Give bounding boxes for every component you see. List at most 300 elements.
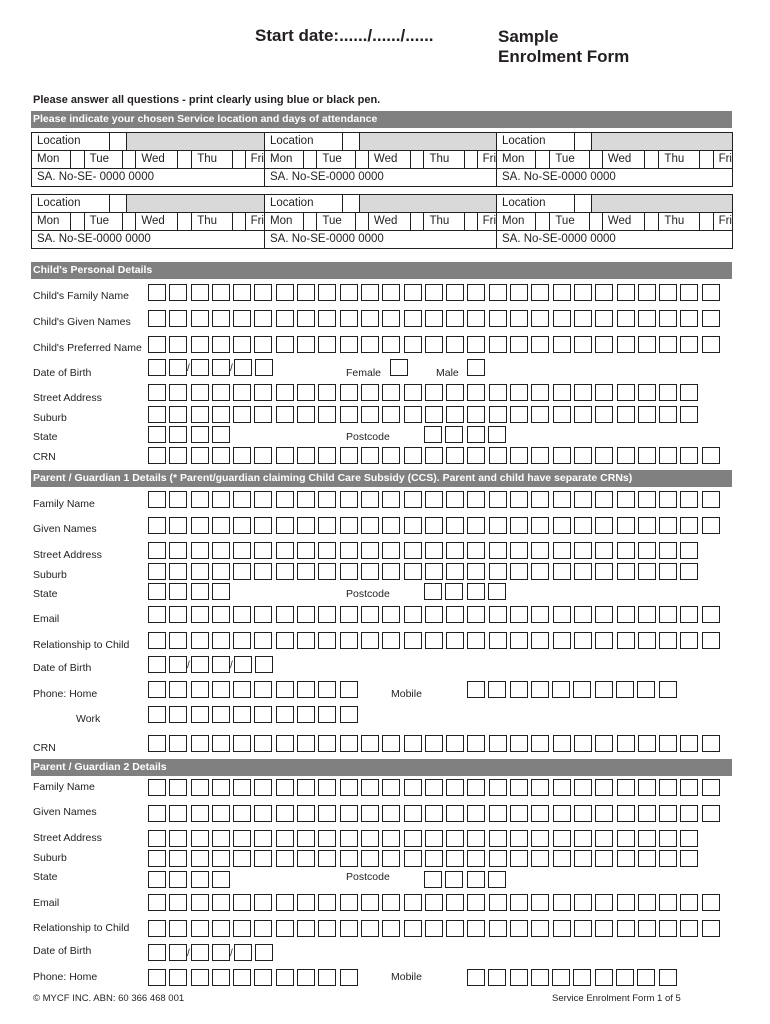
char-box[interactable] [276, 606, 294, 623]
char-box[interactable] [510, 517, 528, 534]
char-box[interactable] [318, 542, 336, 559]
char-box[interactable] [148, 563, 166, 580]
char-box[interactable] [255, 359, 273, 376]
char-box[interactable] [531, 542, 549, 559]
day-checkbox-mon[interactable] [536, 213, 550, 230]
char-box[interactable] [254, 284, 272, 301]
char-box[interactable] [659, 563, 677, 580]
char-box[interactable] [553, 735, 571, 752]
day-checkbox-mon[interactable] [71, 213, 85, 230]
char-box[interactable] [659, 336, 677, 353]
char-box[interactable] [510, 284, 528, 301]
char-box[interactable] [233, 706, 251, 723]
char-box[interactable] [446, 735, 464, 752]
char-box[interactable] [446, 632, 464, 649]
char-box[interactable] [659, 805, 677, 822]
char-box[interactable] [467, 830, 485, 847]
char-box[interactable] [680, 805, 698, 822]
char-box[interactable] [233, 830, 251, 847]
char-box[interactable] [382, 563, 400, 580]
char-box[interactable] [467, 681, 485, 698]
char-box[interactable] [318, 779, 336, 796]
char-box[interactable] [489, 894, 507, 911]
char-box[interactable] [276, 735, 294, 752]
char-box[interactable] [595, 681, 613, 698]
char-box[interactable] [361, 563, 379, 580]
char-box[interactable] [617, 894, 635, 911]
char-box[interactable] [340, 632, 358, 649]
char-box[interactable] [637, 681, 655, 698]
char-box[interactable] [297, 563, 315, 580]
char-box[interactable] [425, 779, 443, 796]
char-box[interactable] [191, 894, 209, 911]
char-box[interactable] [318, 681, 336, 698]
char-box[interactable] [659, 542, 677, 559]
char-box[interactable] [659, 310, 677, 327]
char-box[interactable] [382, 779, 400, 796]
char-box[interactable] [254, 779, 272, 796]
char-box[interactable] [169, 779, 187, 796]
char-box[interactable] [510, 310, 528, 327]
char-box[interactable] [445, 426, 463, 443]
day-checkbox-mon[interactable] [304, 151, 318, 168]
char-box[interactable] [680, 632, 698, 649]
char-box[interactable] [659, 969, 677, 986]
char-box[interactable] [212, 447, 230, 464]
char-box[interactable] [659, 284, 677, 301]
char-box[interactable] [702, 805, 720, 822]
char-box[interactable] [638, 563, 656, 580]
char-box[interactable] [191, 284, 209, 301]
char-box[interactable] [361, 850, 379, 867]
char-box[interactable] [425, 563, 443, 580]
char-box[interactable] [361, 632, 379, 649]
char-box[interactable] [467, 583, 485, 600]
char-box[interactable] [212, 681, 230, 698]
day-checkbox-wed[interactable] [645, 151, 659, 168]
char-box[interactable] [488, 969, 506, 986]
char-box[interactable] [680, 447, 698, 464]
char-box[interactable] [169, 406, 187, 423]
char-box[interactable] [553, 310, 571, 327]
char-box[interactable] [148, 491, 166, 508]
char-box[interactable] [169, 542, 187, 559]
char-box[interactable] [467, 563, 485, 580]
char-box[interactable] [617, 830, 635, 847]
char-box[interactable] [318, 563, 336, 580]
char-box[interactable] [148, 779, 166, 796]
char-box[interactable] [148, 920, 166, 937]
day-checkbox-thu[interactable] [465, 213, 478, 230]
char-box[interactable] [212, 406, 230, 423]
char-box[interactable] [276, 850, 294, 867]
char-box[interactable] [212, 706, 230, 723]
char-box[interactable] [617, 310, 635, 327]
char-box[interactable] [254, 542, 272, 559]
char-box[interactable] [425, 384, 443, 401]
char-box[interactable] [318, 805, 336, 822]
char-box[interactable] [595, 491, 613, 508]
char-box[interactable] [574, 491, 592, 508]
char-box[interactable] [276, 894, 294, 911]
char-box[interactable] [191, 359, 209, 376]
char-box[interactable] [446, 779, 464, 796]
day-checkbox-mon[interactable] [304, 213, 318, 230]
char-box[interactable] [617, 284, 635, 301]
char-box[interactable] [404, 920, 422, 937]
char-box[interactable] [340, 969, 358, 986]
char-box[interactable] [424, 583, 442, 600]
char-box[interactable] [510, 384, 528, 401]
char-box[interactable] [553, 563, 571, 580]
char-box[interactable] [191, 779, 209, 796]
char-box[interactable] [404, 491, 422, 508]
char-box[interactable] [595, 894, 613, 911]
char-box[interactable] [489, 447, 507, 464]
char-box[interactable] [702, 491, 720, 508]
char-box[interactable] [340, 805, 358, 822]
char-box[interactable] [297, 336, 315, 353]
char-box[interactable] [233, 606, 251, 623]
char-box[interactable] [169, 969, 187, 986]
char-box[interactable] [340, 517, 358, 534]
char-box[interactable] [617, 517, 635, 534]
char-box[interactable] [340, 563, 358, 580]
char-box[interactable] [467, 920, 485, 937]
char-box[interactable] [254, 969, 272, 986]
char-box[interactable] [169, 310, 187, 327]
char-box[interactable] [467, 735, 485, 752]
char-box[interactable] [467, 632, 485, 649]
char-box[interactable] [318, 830, 336, 847]
char-box[interactable] [617, 336, 635, 353]
char-box[interactable] [297, 735, 315, 752]
char-box[interactable] [531, 805, 549, 822]
char-box[interactable] [361, 517, 379, 534]
char-box[interactable] [233, 384, 251, 401]
char-box[interactable] [467, 447, 485, 464]
char-box[interactable] [340, 706, 358, 723]
char-box[interactable] [574, 447, 592, 464]
char-box[interactable] [659, 384, 677, 401]
char-box[interactable] [318, 850, 336, 867]
char-box[interactable] [702, 920, 720, 937]
char-box[interactable] [318, 336, 336, 353]
char-box[interactable] [340, 447, 358, 464]
char-box[interactable] [169, 830, 187, 847]
char-box[interactable] [361, 491, 379, 508]
char-box[interactable] [254, 447, 272, 464]
char-box[interactable] [297, 384, 315, 401]
char-box[interactable] [595, 336, 613, 353]
char-box[interactable] [638, 894, 656, 911]
char-box[interactable] [169, 583, 187, 600]
char-box[interactable] [467, 606, 485, 623]
char-box[interactable] [553, 336, 571, 353]
char-box[interactable] [638, 735, 656, 752]
char-box[interactable] [212, 969, 230, 986]
char-box[interactable] [617, 384, 635, 401]
char-box[interactable] [638, 805, 656, 822]
char-box[interactable] [531, 384, 549, 401]
char-box[interactable] [318, 969, 336, 986]
char-box[interactable] [425, 447, 443, 464]
char-box[interactable] [467, 894, 485, 911]
char-box[interactable] [489, 830, 507, 847]
char-box[interactable] [148, 632, 166, 649]
char-box[interactable] [361, 542, 379, 559]
char-box[interactable] [680, 563, 698, 580]
char-box[interactable] [297, 850, 315, 867]
char-box[interactable] [276, 779, 294, 796]
char-box[interactable] [361, 406, 379, 423]
char-box[interactable] [254, 563, 272, 580]
char-box[interactable] [574, 920, 592, 937]
char-box[interactable] [169, 563, 187, 580]
char-box[interactable] [382, 830, 400, 847]
char-box[interactable] [169, 384, 187, 401]
char-box[interactable] [191, 563, 209, 580]
char-box[interactable] [382, 284, 400, 301]
day-checkbox-tue[interactable] [356, 151, 369, 168]
char-box[interactable] [340, 491, 358, 508]
char-box[interactable] [445, 871, 463, 888]
char-box[interactable] [276, 310, 294, 327]
char-box[interactable] [680, 517, 698, 534]
char-box[interactable] [446, 563, 464, 580]
char-box[interactable] [361, 336, 379, 353]
char-box[interactable] [595, 830, 613, 847]
char-box[interactable] [254, 632, 272, 649]
char-box[interactable] [638, 336, 656, 353]
char-box[interactable] [638, 406, 656, 423]
day-checkbox-tue[interactable] [590, 151, 603, 168]
char-box[interactable] [212, 735, 230, 752]
char-box[interactable] [361, 310, 379, 327]
char-box[interactable] [680, 491, 698, 508]
char-box[interactable] [574, 517, 592, 534]
char-box[interactable] [531, 563, 549, 580]
char-box[interactable] [659, 920, 677, 937]
day-checkbox-wed[interactable] [645, 213, 659, 230]
char-box[interactable] [297, 517, 315, 534]
char-box[interactable] [446, 830, 464, 847]
char-box[interactable] [467, 426, 485, 443]
char-box[interactable] [553, 779, 571, 796]
char-box[interactable] [169, 284, 187, 301]
char-box[interactable] [446, 606, 464, 623]
char-box[interactable] [702, 517, 720, 534]
char-box[interactable] [297, 606, 315, 623]
char-box[interactable] [553, 491, 571, 508]
day-checkbox-wed[interactable] [411, 213, 425, 230]
char-box[interactable] [680, 406, 698, 423]
char-box[interactable] [340, 406, 358, 423]
char-box[interactable] [553, 284, 571, 301]
char-box[interactable] [212, 336, 230, 353]
char-box[interactable] [233, 563, 251, 580]
char-box[interactable] [659, 632, 677, 649]
char-box[interactable] [489, 491, 507, 508]
char-box[interactable] [467, 384, 485, 401]
char-box[interactable] [212, 779, 230, 796]
char-box[interactable] [318, 517, 336, 534]
char-box[interactable] [467, 542, 485, 559]
char-box[interactable] [233, 284, 251, 301]
char-box[interactable] [680, 542, 698, 559]
char-box[interactable] [510, 491, 528, 508]
char-box[interactable] [510, 969, 528, 986]
char-box[interactable] [276, 563, 294, 580]
char-box[interactable] [595, 384, 613, 401]
day-checkbox-mon[interactable] [536, 151, 550, 168]
char-box[interactable] [276, 920, 294, 937]
char-box[interactable] [617, 632, 635, 649]
location-name-field[interactable] [592, 133, 732, 150]
char-box[interactable] [148, 969, 166, 986]
char-box[interactable] [489, 563, 507, 580]
char-box[interactable] [382, 447, 400, 464]
char-box[interactable] [531, 310, 549, 327]
char-box[interactable] [404, 563, 422, 580]
char-box[interactable] [212, 284, 230, 301]
char-box[interactable] [233, 805, 251, 822]
char-box[interactable] [404, 406, 422, 423]
char-box[interactable] [255, 656, 273, 673]
char-box[interactable] [340, 336, 358, 353]
char-box[interactable] [297, 681, 315, 698]
char-box[interactable] [191, 681, 209, 698]
char-box[interactable] [659, 779, 677, 796]
char-box[interactable] [425, 406, 443, 423]
char-box[interactable] [340, 735, 358, 752]
char-box[interactable] [212, 517, 230, 534]
char-box[interactable] [425, 336, 443, 353]
char-box[interactable] [169, 359, 187, 376]
location-checkbox[interactable] [110, 133, 127, 150]
char-box[interactable] [233, 542, 251, 559]
char-box[interactable] [702, 894, 720, 911]
char-box[interactable] [191, 542, 209, 559]
char-box[interactable] [254, 384, 272, 401]
location-name-field[interactable] [127, 195, 264, 212]
char-box[interactable] [297, 779, 315, 796]
char-box[interactable] [191, 336, 209, 353]
char-box[interactable] [680, 894, 698, 911]
char-box[interactable] [361, 606, 379, 623]
char-box[interactable] [254, 681, 272, 698]
char-box[interactable] [254, 336, 272, 353]
char-box[interactable] [254, 606, 272, 623]
char-box[interactable] [489, 542, 507, 559]
char-box[interactable] [340, 542, 358, 559]
char-box[interactable] [489, 406, 507, 423]
char-box[interactable] [382, 632, 400, 649]
char-box[interactable] [212, 563, 230, 580]
char-box[interactable] [617, 406, 635, 423]
char-box[interactable] [297, 805, 315, 822]
char-box[interactable] [531, 284, 549, 301]
char-box[interactable] [233, 850, 251, 867]
char-box[interactable] [446, 406, 464, 423]
char-box[interactable] [680, 735, 698, 752]
char-box[interactable] [169, 805, 187, 822]
char-box[interactable] [191, 384, 209, 401]
char-box[interactable] [531, 681, 549, 698]
char-box[interactable] [574, 384, 592, 401]
char-box[interactable] [595, 542, 613, 559]
char-box[interactable] [425, 310, 443, 327]
char-box[interactable] [148, 384, 166, 401]
char-box[interactable] [169, 920, 187, 937]
char-box[interactable] [489, 384, 507, 401]
char-box[interactable] [489, 850, 507, 867]
char-box[interactable] [233, 336, 251, 353]
char-box[interactable] [361, 830, 379, 847]
char-box[interactable] [233, 969, 251, 986]
char-box[interactable] [616, 681, 634, 698]
char-box[interactable] [446, 310, 464, 327]
char-box[interactable] [404, 779, 422, 796]
char-box[interactable] [169, 336, 187, 353]
char-box[interactable] [212, 542, 230, 559]
char-box[interactable] [234, 359, 252, 376]
char-box[interactable] [424, 426, 442, 443]
char-box[interactable] [191, 310, 209, 327]
char-box[interactable] [637, 969, 655, 986]
char-box[interactable] [148, 517, 166, 534]
char-box[interactable] [191, 447, 209, 464]
char-box[interactable] [212, 850, 230, 867]
char-box[interactable] [191, 491, 209, 508]
char-box[interactable] [340, 606, 358, 623]
char-box[interactable] [553, 894, 571, 911]
char-box[interactable] [191, 735, 209, 752]
char-box[interactable] [510, 606, 528, 623]
char-box[interactable] [191, 656, 209, 673]
char-box[interactable] [148, 944, 166, 961]
char-box[interactable] [212, 632, 230, 649]
day-checkbox-wed[interactable] [178, 151, 192, 168]
char-box[interactable] [702, 735, 720, 752]
char-box[interactable] [553, 850, 571, 867]
char-box[interactable] [276, 681, 294, 698]
char-box[interactable] [510, 830, 528, 847]
char-box[interactable] [531, 517, 549, 534]
char-box[interactable] [276, 830, 294, 847]
char-box[interactable] [552, 681, 570, 698]
char-box[interactable] [595, 517, 613, 534]
char-box[interactable] [489, 920, 507, 937]
char-box[interactable] [254, 920, 272, 937]
char-box[interactable] [489, 735, 507, 752]
char-box[interactable] [404, 632, 422, 649]
char-box[interactable] [680, 336, 698, 353]
char-box[interactable] [531, 491, 549, 508]
char-box[interactable] [361, 894, 379, 911]
location-name-field[interactable] [360, 133, 496, 150]
char-box[interactable] [638, 779, 656, 796]
char-box[interactable] [702, 284, 720, 301]
char-box[interactable] [254, 850, 272, 867]
char-box[interactable] [404, 284, 422, 301]
char-box[interactable] [446, 542, 464, 559]
char-box[interactable] [488, 583, 506, 600]
char-box[interactable] [318, 384, 336, 401]
char-box[interactable] [404, 735, 422, 752]
char-box[interactable] [169, 426, 187, 443]
char-box[interactable] [318, 894, 336, 911]
